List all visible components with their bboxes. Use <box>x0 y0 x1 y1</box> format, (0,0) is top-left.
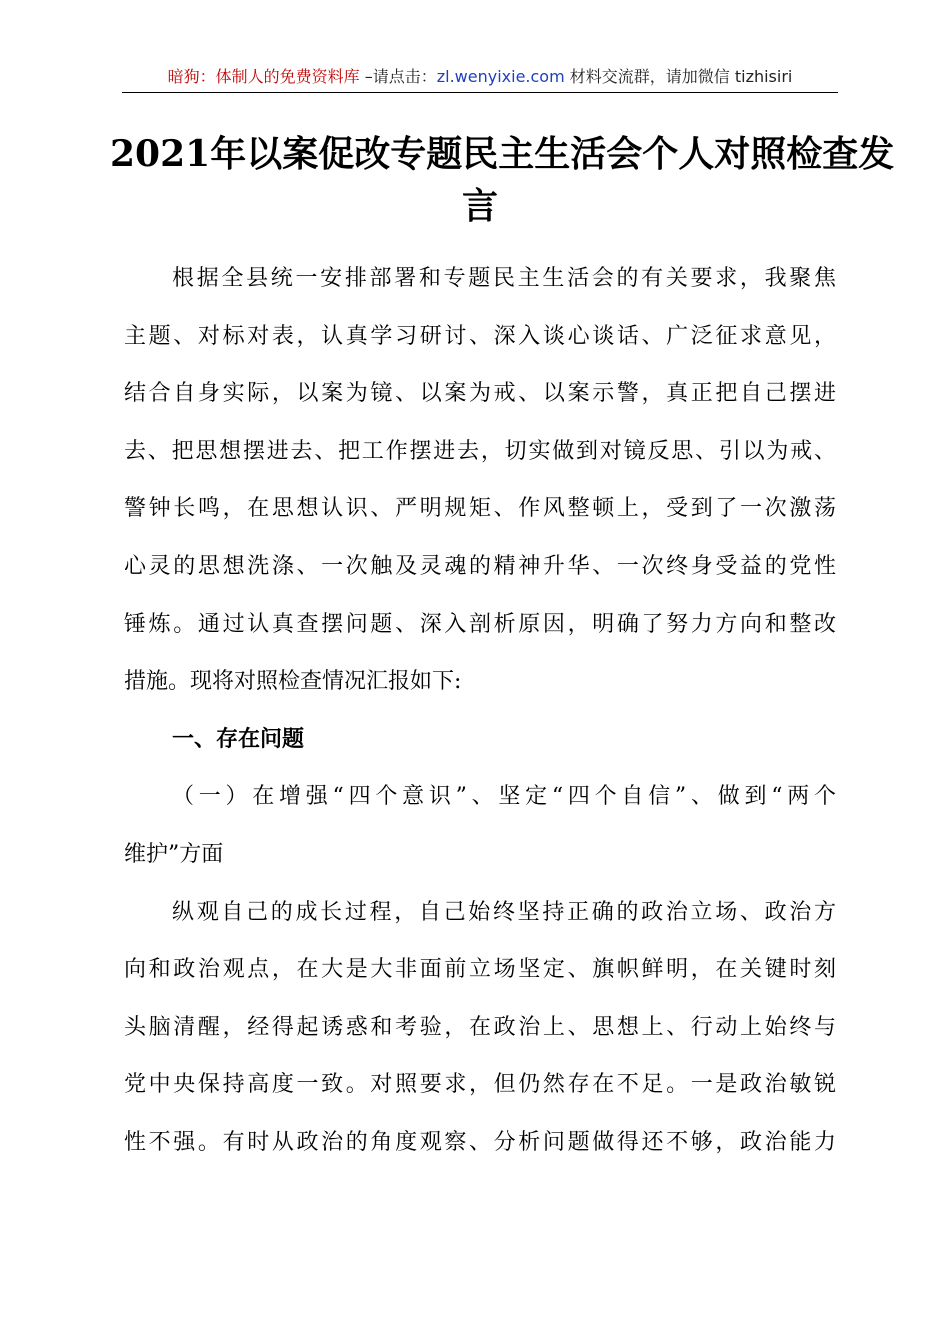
text-line: 去、把思想摆进去、把工作摆进去，切实做到对镜反思、引以为戒、 <box>124 438 836 464</box>
document-body <box>124 250 836 1172</box>
text-line: 头脑清醒，经得起诱惑和考验，在政治上、思想上、行动上始终与 <box>124 1014 836 1040</box>
header-wechat-note: 材料交流群，请加微信 tizhisiri <box>564 67 793 86</box>
text-line: 心灵的思想洗涤、一次触及灵魂的精神升华、一次终身受益的党性 <box>124 553 836 579</box>
subsection-heading <box>124 768 836 883</box>
section-1-heading: 一、存在问题 <box>172 726 305 752</box>
subsection-1-line: （一）在增强“四个意识”、坚定“四个自信”、做到“两个 <box>172 784 836 810</box>
title-line-2: 言 <box>461 185 498 227</box>
page-header <box>122 62 838 93</box>
text-line: 主题、对标对表，认真学习研讨、深入谈心谈话、广泛征求意见， <box>124 323 836 349</box>
section-heading <box>124 711 836 769</box>
text-line: 措施。现将对照检查情况汇报如下: <box>124 669 462 695</box>
text-line: 根据全县统一安排部署和专题民主生活会的有关要求，我聚焦 <box>172 266 836 291</box>
header-site-name: 暗狗：体制人的免费资料库 <box>167 67 360 86</box>
document-title <box>110 128 895 232</box>
text-line: 警钟长鸣，在思想认识、严明规矩、作风整顿上，受到了一次激荡 <box>124 496 836 522</box>
text-line: 纵观自己的成长过程，自己始终坚持正确的政治立场、政治方 <box>172 899 836 925</box>
text-line: 向和政治观点，在大是大非面前立场坚定、旗帜鲜明，在关键时刻 <box>124 957 836 983</box>
intro-paragraph <box>124 250 836 711</box>
header-link[interactable]: zl.wenyixie.com <box>436 67 565 86</box>
text-line: 锤炼。通过认真查摆问题、深入剖析原因，明确了努力方向和整改 <box>124 611 836 637</box>
header-click-prompt: –请点击： <box>359 67 437 86</box>
text-line: 党中央保持高度一致。对照要求，但仍然存在不足。一是政治敏锐 <box>124 1072 836 1098</box>
title-line-1: 2021年以案促改专题民主生活会个人对照检查发 <box>110 133 895 175</box>
body-paragraph-2 <box>124 884 836 1172</box>
text-line: 结合自身实际，以案为镜、以案为戒、以案示警，真正把自己摆进 <box>124 381 836 407</box>
text-line: 性不强。有时从政治的角度观察、分析问题做得还不够，政治能力 <box>124 1129 836 1155</box>
subsection-1-line: 维护”方面 <box>124 841 224 867</box>
